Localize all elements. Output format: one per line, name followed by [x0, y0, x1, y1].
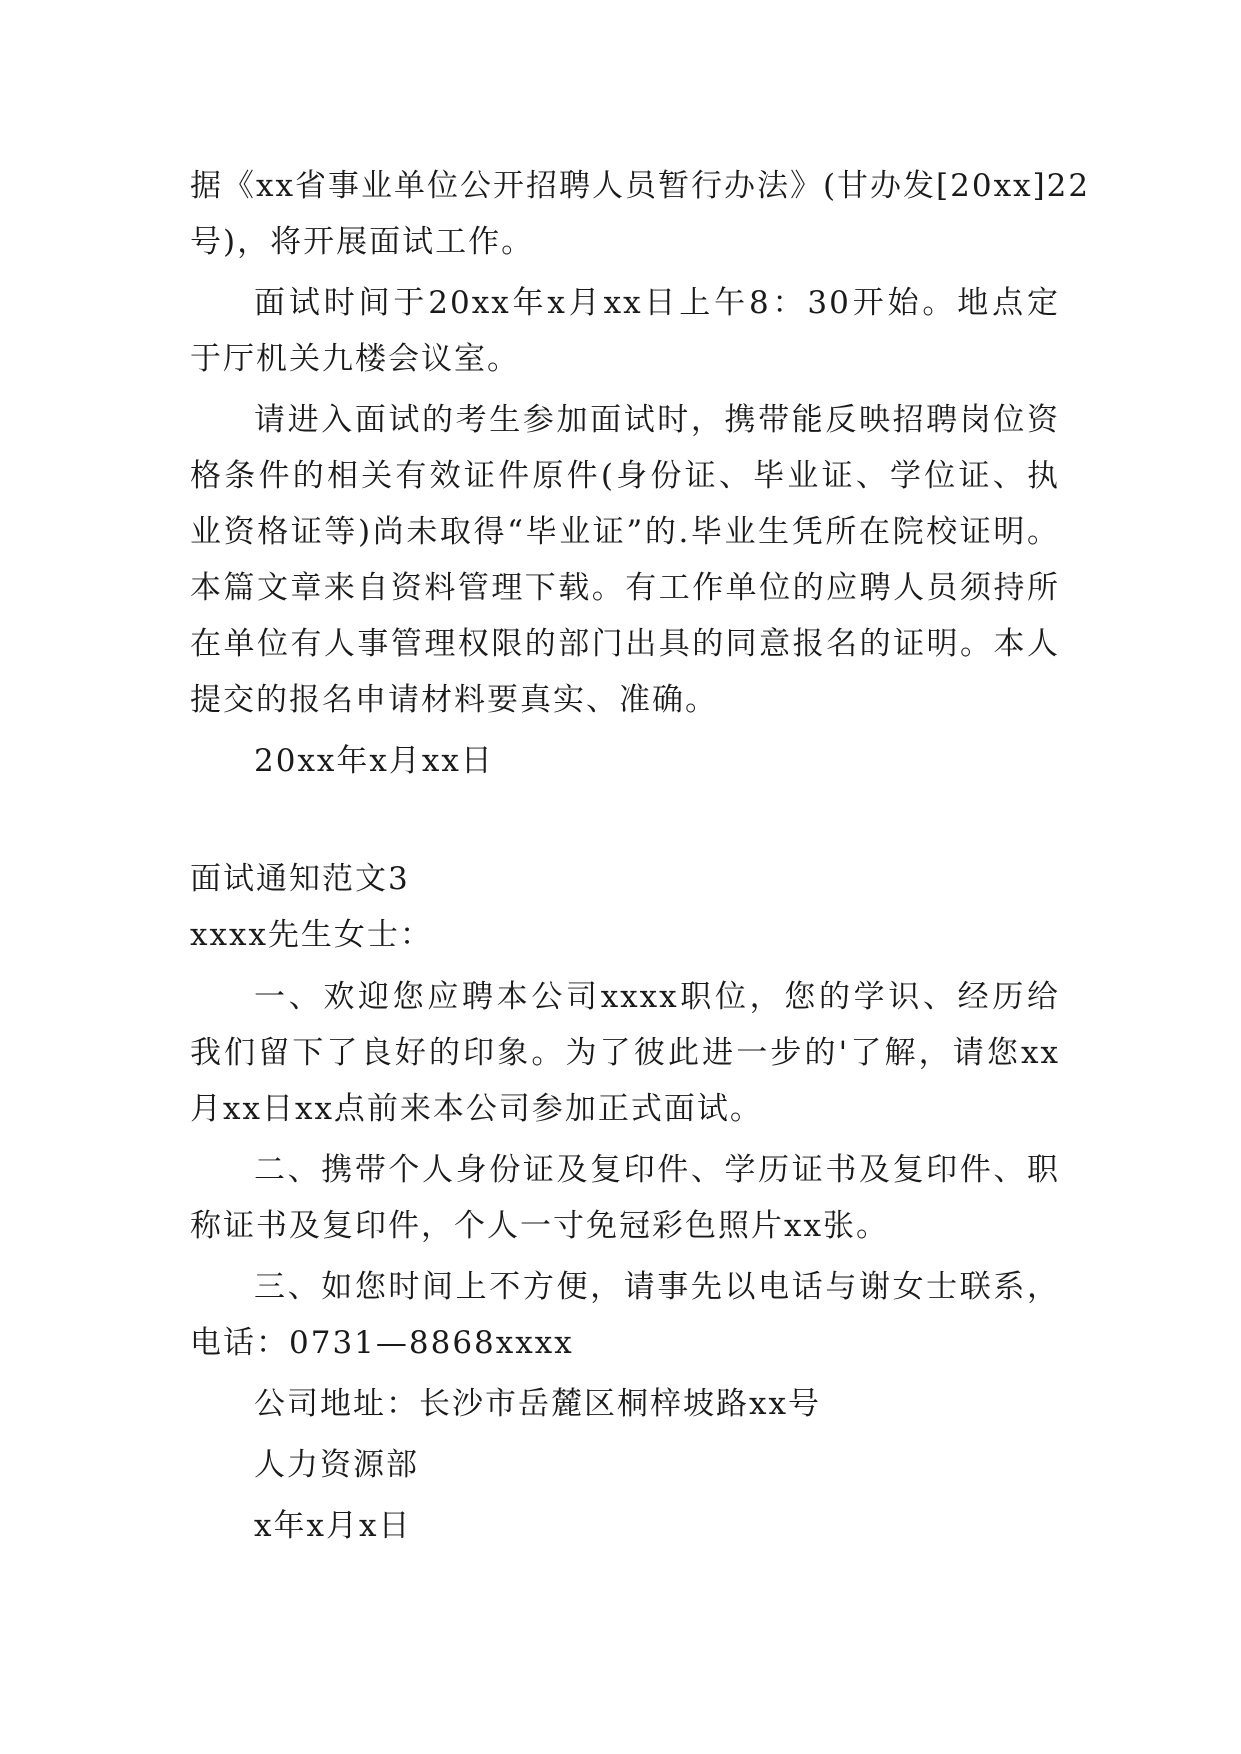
- item2-line-2: 称证书及复印件，个人一寸免冠彩色照片xx张。: [190, 1208, 889, 1244]
- company-address: 公司地址：长沙市岳麓区桐梓坡路xx号: [254, 1386, 821, 1422]
- item1-line-3: 月xx日xx点前来本公司参加正式面试。: [190, 1091, 763, 1127]
- salutation: xxxx先生女士：: [190, 917, 433, 953]
- para3-line-4: 本篇文章来自资料管理下载。有工作单位的应聘人员须持所: [190, 570, 1060, 606]
- para3-line-1: 请进入面试的考生参加面试时，携带能反映招聘岗位资: [254, 402, 1060, 438]
- para2-line-2: 于厅机关九楼会议室。: [190, 341, 520, 377]
- item2-line-1: 二、携带个人身份证及复印件、学历证书及复印件、职: [254, 1152, 1060, 1188]
- para3-line-5: 在单位有人事管理权限的部门出具的同意报名的证明。本人: [190, 626, 1060, 662]
- para2-line-1: 面试时间于20xx年x月xx日上午8：30开始。地点定: [254, 285, 1060, 321]
- item1-line-2: 我们留下了良好的印象。为了彼此进一步的'了解，请您xx: [190, 1035, 1060, 1071]
- date-line-2: x年x月x日: [254, 1508, 412, 1544]
- para1-line-2: 号)，将开展面试工作。: [190, 224, 535, 260]
- para3-line-3: 业资格证等)尚未取得“毕业证”的.毕业生凭所在院校证明。: [190, 514, 1060, 550]
- para1-line-1: 据《xx省事业单位公开招聘人员暂行办法》(甘办发[20xx]22: [190, 168, 1091, 204]
- department-name: 人力资源部: [254, 1447, 419, 1483]
- para3-line-2: 格条件的相关有效证件原件(身份证、毕业证、学位证、执: [190, 458, 1060, 494]
- item3-line-2: 电话：0731—8868xxxx: [190, 1325, 574, 1361]
- date-line-1: 20xx年x月xx日: [254, 743, 494, 779]
- section-title: 面试通知范文3: [190, 861, 410, 897]
- para3-line-6: 提交的报名申请材料要真实、准确。: [190, 682, 718, 718]
- item1-line-1: 一、欢迎您应聘本公司xxxx职位，您的学识、经历给: [254, 979, 1060, 1015]
- item3-line-1: 三、如您时间上不方便，请事先以电话与谢女士联系，: [254, 1269, 1060, 1305]
